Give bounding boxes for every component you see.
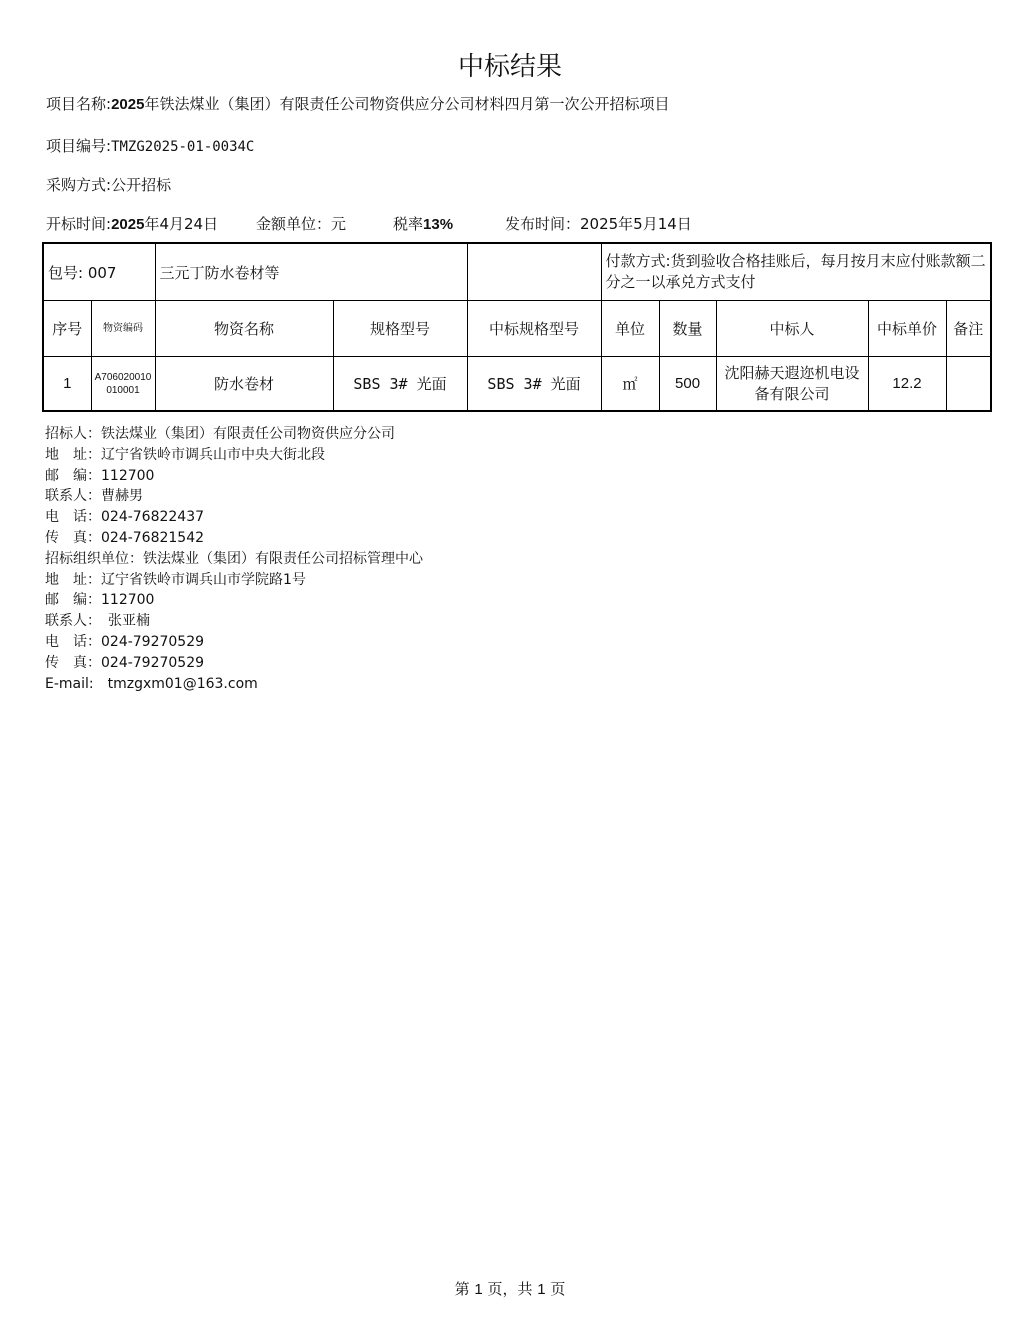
project-name-line: [46, 93, 669, 114]
header-cell: 中标单价: [868, 301, 946, 357]
amount-unit: 金额单位：元: [256, 215, 347, 233]
procurement-label: 采购方式:: [46, 176, 112, 194]
spec-cell: SBS 3# 光面: [333, 357, 467, 412]
qty-cell: 500: [659, 357, 716, 412]
open-time-line: [46, 213, 746, 235]
payment-terms: 付款方式:货到验收合格挂账后，每月按月末应付账款额二分之一以承兑方式支付: [601, 243, 991, 301]
name-cell: 防水卷材: [155, 357, 333, 412]
header-cell: 单位: [601, 301, 659, 357]
tax-rate-label: 税率: [393, 215, 424, 233]
procurement-line: [46, 174, 171, 195]
result-table: [42, 242, 992, 412]
footer-mid: 页，共: [487, 1280, 533, 1298]
package-blank-cell: [467, 243, 601, 301]
contact-line: 联系人：曹赫男: [45, 488, 143, 505]
publish-time: 发布时间：2025年5月14日: [505, 215, 692, 233]
page-footer: [0, 1278, 1020, 1299]
contact-line: 招标人：铁法煤业（集团）有限责任公司物资供应分公司: [45, 426, 395, 442]
header-cell: 序号: [43, 301, 91, 357]
tax-rate-group: [393, 213, 453, 234]
project-no-label: 项目编号:: [46, 137, 112, 155]
contact-line: 邮 编：112700: [45, 467, 155, 484]
remark-cell: [946, 357, 991, 412]
header-cell: 备注: [946, 301, 991, 357]
page-title: 中标结果: [457, 52, 562, 82]
project-no-line: [46, 135, 254, 156]
procurement-method: 公开招标: [111, 176, 172, 194]
footer-prefix: 第: [454, 1280, 470, 1298]
winner-cell: 沈阳赫天遐迩机电设备有限公司: [716, 357, 868, 412]
code-cell: A706020010010001: [91, 357, 155, 412]
project-name-label: 项目名称:: [46, 95, 112, 113]
contact-line: 地 址：辽宁省铁岭市调兵山市中央大街北段: [45, 446, 325, 463]
open-time-label: 开标时间:: [46, 215, 112, 233]
header-cell: 中标人: [716, 301, 868, 357]
package-name: 三元丁防水卷材等: [155, 243, 467, 301]
table-row: [43, 357, 991, 412]
footer-suffix: 页: [550, 1280, 566, 1298]
contact-line: 联系人： 张亚楠: [45, 613, 150, 630]
header-cell: 物资名称: [155, 301, 333, 357]
package-row: [43, 243, 991, 301]
contact-line: 招标组织单位：铁法煤业（集团）有限责任公司招标管理中心: [45, 550, 423, 567]
contact-email: E-mail: tmzgxm01@163.com: [45, 675, 258, 692]
package-number: 包号: 007: [43, 243, 155, 301]
contact-line: 传 真：024-79270529: [45, 654, 205, 671]
project-name-rest: 年铁法煤业（集团）有限责任公司物资供应分公司材料四月第一次公开招标项目: [144, 95, 670, 113]
header-cell: 数量: [659, 301, 716, 357]
tax-rate: 13%: [423, 216, 454, 233]
contact-line: 电 话：024-76822437: [45, 509, 205, 526]
price-cell: 12.2: [868, 357, 946, 412]
open-time-rest: 年4月24日: [144, 215, 219, 233]
project-no: TMZG2025-01-0034C: [111, 139, 255, 155]
footer-total: 1: [537, 1281, 546, 1298]
open-time-year: 2025: [111, 216, 145, 233]
unit-cell: ㎡: [601, 357, 659, 412]
header-row: [43, 301, 991, 357]
open-time: [46, 213, 218, 234]
contact-line: 地 址：辽宁省铁岭市调兵山市学院路1号: [45, 571, 306, 588]
header-cell: 规格型号: [333, 301, 467, 357]
contact-info: [45, 424, 423, 694]
seq-cell: 1: [43, 357, 91, 412]
contact-line: 电 话：024-79270529: [45, 633, 205, 650]
footer-page: 1: [474, 1281, 483, 1298]
win-spec-cell: SBS 3# 光面: [467, 357, 601, 412]
project-name-year: 2025: [111, 96, 145, 113]
contact-line: 邮 编：112700: [45, 592, 155, 609]
header-cell: 物资编码: [91, 301, 155, 357]
header-cell: 中标规格型号: [467, 301, 601, 357]
contact-line: 传 真：024-76821542: [45, 529, 205, 546]
